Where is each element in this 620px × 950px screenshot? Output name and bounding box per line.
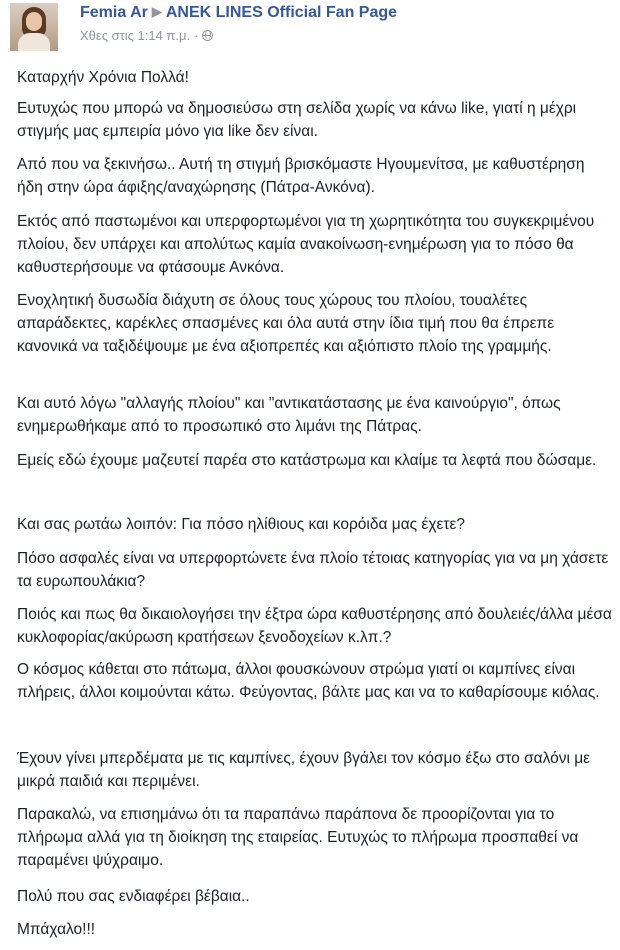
avatar-body xyxy=(18,33,50,51)
avatar-face xyxy=(26,12,42,31)
arrow-right-icon: ▶ xyxy=(151,4,162,19)
globe-icon[interactable] xyxy=(202,30,213,41)
post-paragraph: Και αυτό λόγω "αλλαγής πλοίου" και "αντικατάστασης με ένα καινούργιο", όπως ενημερωθήκαμε από το προσωπικό στο λιμάνι της Πάτρας. xyxy=(17,395,561,435)
post-paragraph: Καταρχήν Χρόνια Πολλά! xyxy=(17,69,189,86)
post-paragraph: Μπάχαλο!!! xyxy=(17,921,96,938)
post-header xyxy=(10,3,610,51)
post-paragraph: Παρακαλώ, να επισημάνω ότι τα παραπάνω παράπονα δε προορίζονται για το πλήρωμα αλλά για τη διοίκηση της εταιρείας. Ευτυχώς το πλήρωμα προσπαθεί να παραμένει ψύχραιμο. xyxy=(17,806,579,869)
post-paragraph: Και σας ρωτάω λοιπόν: Για πόσο ηλίθιους και κορόιδα μας έχετε? xyxy=(17,516,466,533)
post-paragraph: Πόσο ασφαλές είναι να υπερφορτώνετε ένα πλοίο τέτοιας κατηγορίας για να μη χάσετε τα ευρωπουλάκια? xyxy=(17,550,609,590)
post-paragraph: Ο κόσμος κάθεται στο πάτωμα, άλλοι φουσκώνουν στρώμα γιατί οι καμπίνες είναι πλήρεις, άλλοι κοιμούνται κάτω. Φεύγοντας, βάλτε μας και να το καθαρίσουμε κιόλας. xyxy=(17,661,600,701)
post-timestamp[interactable]: Χθες στις 1:14 π.μ. xyxy=(80,28,191,43)
post-paragraph: Εμείς εδώ έχουμε μαζευτεί παρέα στο κατάστρωμα και κλαίμε τα λεφτά που δώσαμε. xyxy=(17,452,597,469)
header-text xyxy=(80,3,397,44)
avatar[interactable] xyxy=(10,3,58,51)
author-name-link[interactable]: Femia Ar xyxy=(80,4,148,21)
post-paragraph: Έχουν γίνει μπερδέματα με τις καμπίνες, έχουν βγάλει τον κόσμο έξω στο σαλόνι με μικρά παιδιά και περιμένει. xyxy=(17,750,591,790)
post-meta xyxy=(80,28,397,44)
post-paragraph: Πολύ που σας ενδιαφέρει βέβαια.. xyxy=(17,888,250,905)
post-paragraph: Από που να ξεκινήσω.. Αυτή τη στιγμή βρισκόμαστε Ηγουμενίτσα, με καθυστέρηση ήδη στην ώρα άφιξης/αναχώρησης (Πάτρα-Ανκόνα). xyxy=(17,156,585,196)
post-names xyxy=(80,3,397,22)
meta-separator: · xyxy=(194,28,199,43)
post-paragraph: Ευτυχώς που μπορώ να δημοσιεύσω στη σελίδα χωρίς να κάνω like, γιατί η μέχρι στιγμής μας εμπειρία μόνο για like δεν είναι. xyxy=(17,100,577,140)
post-paragraph: Ενοχλητική δυσωδία διάχυτη σε όλους τους χώρους του πλοίου, τουαλέτες απαράδεκτες, καρέκλες σπασμένες και όλα αυτά στην ίδια τιμή που θα έπρεπε κανονικά να ταξιδέψουμε με ένα αξιοπρεπές και αξιόπιστο πλοίο της γραμμής. xyxy=(17,292,555,355)
post-paragraph: Ποιός και πως θα δικαιολογήσει την έξτρα ώρα καθυστέρησης από δουλειές/άλλα μέσα κυκλοφορίας/ακύρωση κρατήσεων ξενοδοχείων κ.λπ.? xyxy=(17,606,612,646)
page-name-link[interactable]: ANEK LINES Official Fan Page xyxy=(165,4,398,21)
post-paragraph: Εκτός από παστωμένοι και υπερφορτωμένοι για τη χωρητικότητα του συγκεκριμένου πλοίου, δεν υπάρχει και απολύτως καμία ανακοίνωση-ενημέρωση για το πόσο θα καθυστερήσουμε να φτάσουμε Ανκόνα. xyxy=(17,213,595,276)
